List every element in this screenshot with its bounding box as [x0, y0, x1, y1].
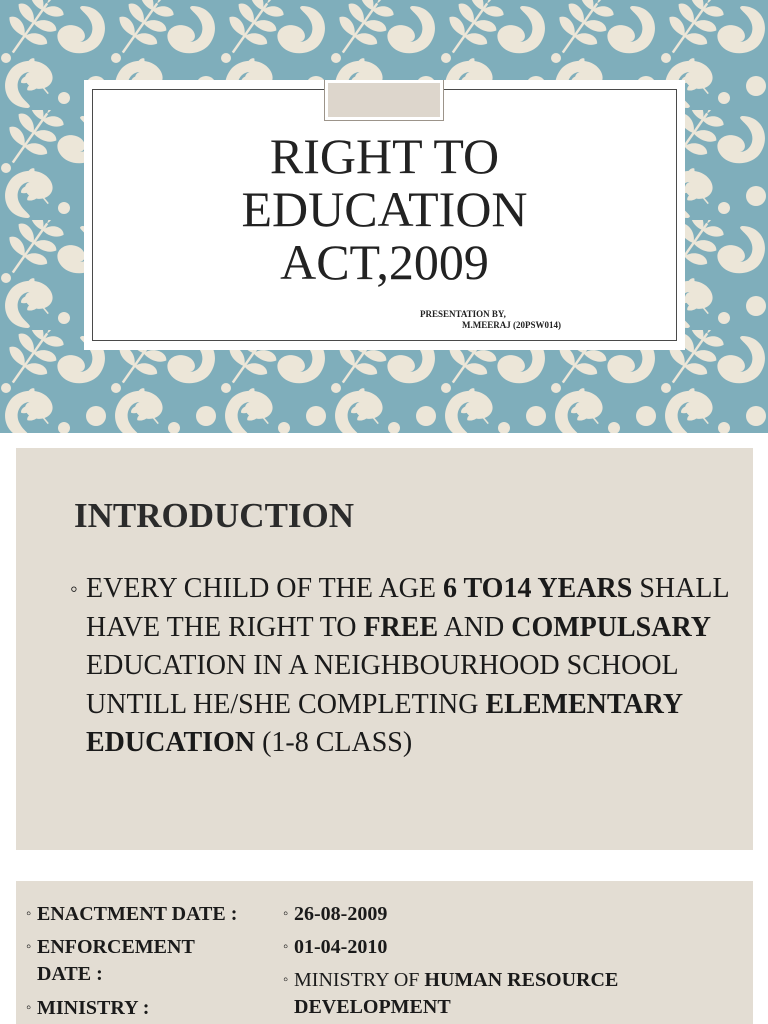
bullet-icon: ◦ — [26, 939, 32, 955]
intro-bullet — [70, 570, 730, 763]
bullet-icon: ◦ — [283, 906, 289, 922]
intro-text-part: EDUCATION IN A NEIGHBOURHOOD SCHOOL UNTILL HE/SHE COMPLETING — [86, 650, 678, 720]
enforcement-label-line-2: DATE : — [37, 963, 103, 985]
intro-heading: INTRODUCTION — [74, 496, 355, 535]
bullet-icon: ◦ — [26, 1000, 32, 1016]
bullet-icon: ◦ — [70, 576, 78, 601]
intro-bold-age: 6 TO14 YEARS — [443, 573, 633, 604]
enforcement-label-line-1: ENFORCEMENT — [37, 936, 195, 958]
ministry-name-2: DEVELOPMENT — [294, 996, 451, 1018]
enforcement-label-item — [26, 934, 276, 988]
title-slide — [0, 0, 768, 433]
bullet-icon: ◦ — [26, 906, 32, 922]
title-card — [84, 80, 685, 350]
ministry-label: MINISTRY : — [37, 997, 150, 1019]
presenter-label: PRESENTATION BY, — [420, 309, 506, 319]
intro-bold-free: FREE — [363, 611, 439, 643]
enactment-label: ENACTMENT DATE : — [37, 903, 238, 925]
presenter-credit — [420, 309, 561, 331]
title-line-2: EDUCATION — [241, 181, 528, 237]
title-line-1: RIGHT TO — [269, 128, 500, 184]
ministry-value — [283, 967, 723, 994]
enactment-value-item — [283, 901, 723, 928]
enactment-value: 26-08-2009 — [294, 903, 388, 925]
intro-text-part: SHALL HAVE THE RIGHT TO — [86, 573, 729, 643]
intro-text-part: AND — [438, 611, 512, 643]
enactment-label-item — [26, 901, 276, 928]
intro-text-part: (1-8 CLASS) — [255, 727, 413, 758]
ministry-prefix: MINISTRY OF — [294, 969, 425, 991]
ministry-name-1: HUMAN RESOURCE — [424, 969, 619, 991]
ministry-label-item — [26, 995, 276, 1022]
presenter-name: M.MEERAJ (20PSW014) — [462, 320, 561, 330]
title-line-3: ACT,2009 — [280, 234, 489, 290]
ministry-value-item — [283, 967, 723, 1021]
title-tab-decoration — [324, 80, 444, 121]
bullet-icon: ◦ — [283, 939, 289, 955]
intro-bold-elementary: ELEMENTARY EDUCATION — [86, 688, 683, 758]
slide-title — [84, 130, 685, 289]
bullet-icon: ◦ — [283, 972, 289, 988]
intro-text — [70, 570, 730, 763]
details-slide — [16, 881, 753, 1024]
enforcement-value-item — [283, 934, 723, 961]
intro-bold-compulsory: COMPULSARY — [511, 611, 711, 643]
intro-text-part: EVERY CHILD OF THE AGE — [86, 573, 443, 604]
introduction-slide — [16, 448, 753, 850]
enforcement-value: 01-04-2010 — [294, 936, 388, 958]
